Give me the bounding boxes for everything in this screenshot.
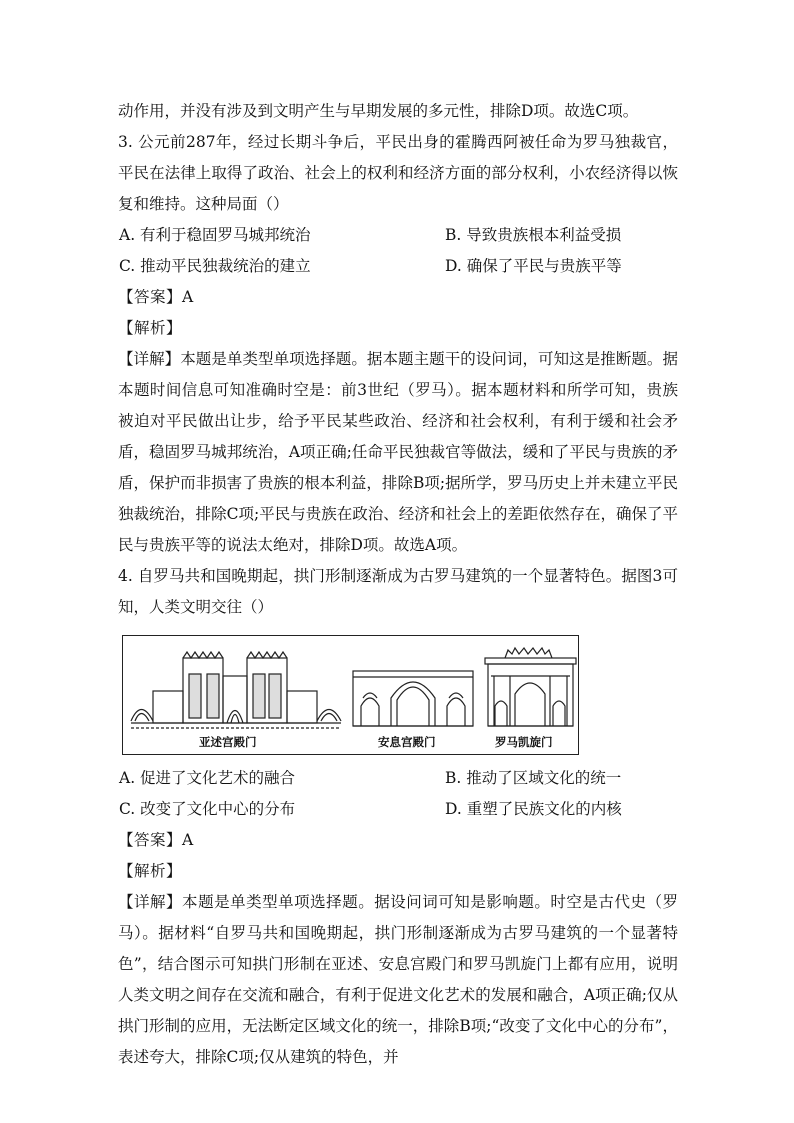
- caption-roman-arch: 罗马凯旋门: [495, 735, 553, 749]
- q4-detail: 【详解】本题是单类型单项选择题。据设问词可知是影响题。时空是古代史（罗马）。据材料“自罗马共和国晚期起，拱门形制逐渐成为古罗马建筑的一个显著特色”，结合图示可知拱门形制在亚述、安息宫殿门和罗马凯旋门上都有应用，说明人类文明之间存在交流和融合，有利于促进文化艺术的发展和融合，A项正确;仅从拱门形制的应用，无法断定区域文化的统一，排除B项;“改变了文化中心的分布”，表述夸大，排除C项;仅从建筑的特色，并: [118, 893, 678, 1066]
- q3-option-a: A. 有利于稳固罗马城邦统治: [119, 226, 311, 244]
- question-4-stem: 4. 自罗马共和国晚期起，拱门形制逐渐成为古罗马建筑的一个显著特色。据图3可知，人类文明交往（）: [118, 567, 678, 616]
- q4-option-c: C. 改变了文化中心的分布: [119, 800, 296, 818]
- caption-parthian-gate: 安息宫殿门: [378, 735, 436, 749]
- q3-option-d: D. 确保了平民与贵族平等: [445, 257, 622, 275]
- question-4-options-row-1: [118, 763, 678, 794]
- question-4-options-row-2: [118, 794, 678, 825]
- question-3-options-row-1: [118, 220, 678, 251]
- parthian-gate-drawing: [353, 671, 473, 726]
- q4-option-a: A. 促进了文化艺术的融合: [119, 769, 296, 787]
- caption-assyrian-gate: 亚述宫殿门: [199, 735, 257, 749]
- q4-analysis-heading: 【解析】: [118, 862, 183, 880]
- q4-answer: 【答案】A: [118, 831, 194, 849]
- question-3-options-row-2: [118, 251, 678, 282]
- document-page: [118, 96, 678, 1073]
- q4-option-d: D. 重塑了民族文化的内核: [445, 800, 622, 818]
- q3-analysis-heading: 【解析】: [118, 319, 183, 337]
- q3-answer: 【答案】A: [118, 288, 194, 306]
- q3-detail: 【详解】本题是单类型单项选择题。据本题主题干的设问词，可知这是推断题。据本题时间信息可知准确时空是：前3世纪（罗马）。据本题材料和所学可知，贵族被迫对平民做出让步，给予平民某些政治、经济和社会权利，有利于缓和社会矛盾，稳固罗马城邦统治，A项正确;任命平民独裁官等做法，缓和了平民与贵族的矛盾，保护而非损害了贵族的根本利益，排除B项;据所学，罗马历史上并未建立平民独裁统治，排除C项;平民与贵族在政治、经济和社会上的差距依然存在，确保了平民与贵族平等的说法太绝对，排除D项。故选A项。: [118, 350, 678, 554]
- q4-option-b: B. 推动了区域文化的统一: [445, 769, 622, 787]
- q3-option-b: B. 导致贵族根本利益受损: [445, 226, 622, 244]
- assyrian-gate-drawing: [131, 652, 341, 728]
- roman-arch-drawing: [485, 648, 576, 726]
- question-3-stem: 3. 公元前287年，经过长期斗争后，平民出身的霍腾西阿被任命为罗马独裁官，平民在法律上取得了政治、社会上的权利和经济方面的部分权利，小农经济得以恢复和维持。这种局面（）: [118, 133, 678, 213]
- intro-line: 动作用，并没有涉及到文明产生与早期发展的多元性，排除D项。故选C项。: [118, 102, 639, 120]
- q3-option-c: C. 推动平民独裁统治的建立: [119, 257, 311, 275]
- figure-3-gates: [122, 635, 579, 755]
